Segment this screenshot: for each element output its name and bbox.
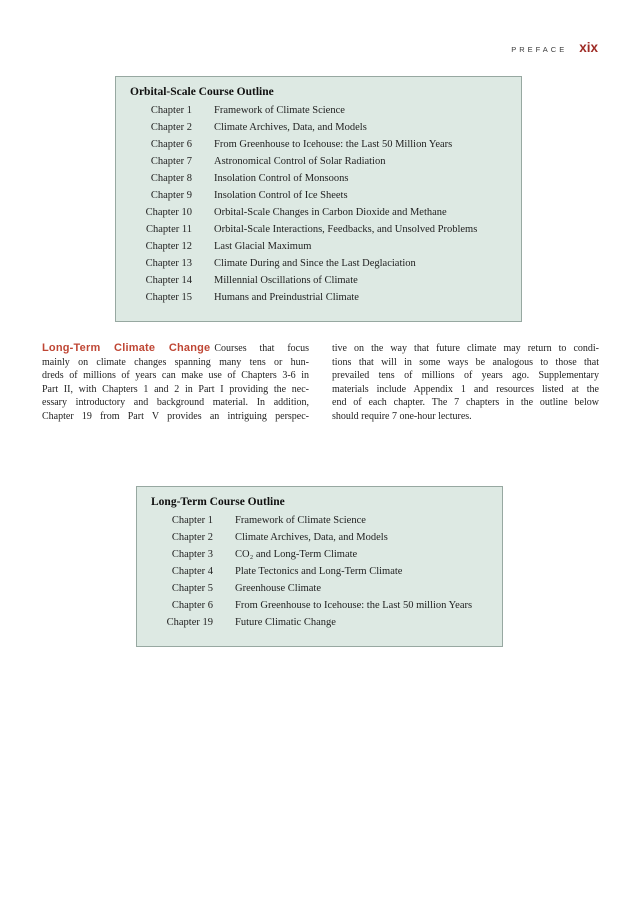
chapter-label: Chapter 2: [150, 122, 192, 133]
body-text-line: Part II, with Chapters 1 and 2 in Part I providing the nec-: [42, 383, 309, 395]
chapter-label: Chapter 12: [145, 241, 192, 252]
outline-row: [137, 600, 502, 617]
chapter-label: Chapter 6: [171, 600, 213, 611]
body-text-line: tions that will in some ways be analogous to those that: [332, 356, 599, 368]
longterm-outline-rows: [137, 515, 502, 634]
chapter-title: Last Glacial Maximum: [214, 241, 312, 252]
outline-row: [116, 241, 521, 258]
chapter-title: From Greenhouse to Icehouse: the Last 50 Million Years: [214, 139, 453, 150]
chapter-label: Chapter 10: [145, 207, 192, 218]
body-text-line: essary introductory and background material. In addition,: [42, 397, 309, 408]
body-text-line: end of each chapter. The 7 chapters in the outline below: [332, 397, 599, 408]
outline-row: [137, 617, 502, 634]
body-text-line: dreds of millions of years can make use of Chapters 3-6 in: [42, 370, 309, 381]
outline-row: [116, 258, 521, 275]
page-number: xix: [579, 40, 598, 55]
preface-label: PREFACE: [511, 45, 568, 54]
chapter-label: Chapter 2: [171, 532, 213, 543]
body-first-line: [42, 342, 309, 356]
chapter-title: Millennial Oscillations of Climate: [214, 275, 358, 286]
outline-row: [116, 190, 521, 207]
chapter-title: From Greenhouse to Icehouse: the Last 50 million Years: [235, 600, 473, 611]
body-text-line: mainly on climate changes spanning many tens or hun-: [42, 356, 309, 368]
chapter-label: Chapter 3: [171, 549, 213, 560]
chapter-label: Chapter 11: [146, 224, 192, 235]
outline-row: [116, 224, 521, 241]
chapter-title: Framework of Climate Science: [214, 105, 345, 116]
chapter-label: Chapter 4: [171, 566, 213, 577]
outline-row: [137, 583, 502, 600]
chapter-title: Framework of Climate Science: [235, 515, 366, 526]
running-header: [511, 40, 598, 55]
body-col2-lines: [332, 342, 599, 423]
body-section: [42, 342, 599, 423]
outline-row: [116, 105, 521, 122]
outline-row: [116, 275, 521, 292]
longterm-course-outline-box: [136, 486, 503, 647]
chapter-label: Chapter 9: [150, 190, 192, 201]
outline-row: [116, 139, 521, 156]
chapter-label: Chapter 6: [150, 139, 192, 150]
section-heading: Long-Term Climate Change: [42, 342, 211, 354]
outline-row: [116, 156, 521, 173]
outline-row: [116, 207, 521, 224]
longterm-outline-title: Long-Term Course Outline: [151, 496, 285, 508]
body-column-left: [42, 342, 309, 423]
outline-row: [116, 173, 521, 190]
chapter-label: Chapter 1: [150, 105, 192, 116]
chapter-title: Humans and Preindustrial Climate: [214, 292, 359, 303]
chapter-title: Plate Tectonics and Long-Term Climate: [235, 566, 403, 577]
chapter-title: Greenhouse Climate: [235, 583, 322, 594]
orbital-outline-title: Orbital-Scale Course Outline: [130, 86, 274, 98]
chapter-title: Climate Archives, Data, and Models: [235, 532, 388, 543]
body-text-line: prevailed tens of millions of years ago. Supplementary: [332, 370, 599, 381]
outline-row: [137, 532, 502, 549]
chapter-title: Orbital-Scale Changes in Carbon Dioxide and Methane: [214, 207, 447, 218]
chapter-label: Chapter 7: [150, 156, 192, 167]
chapter-title: Climate During and Since the Last Deglaciation: [214, 258, 416, 269]
body-first-line-text: Courses that focus: [214, 343, 309, 354]
body-text-line: materials include Appendix 1 and resources listed at the: [332, 383, 599, 395]
chapter-title: Insolation Control of Monsoons: [214, 173, 349, 184]
chapter-title: Future Climatic Change: [235, 617, 336, 628]
chapter-label: Chapter 14: [145, 275, 192, 286]
chapter-label: Chapter 5: [171, 583, 213, 594]
body-col1-lines: [42, 356, 309, 424]
body-text-line: tive on the way that future climate may return to condi-: [332, 343, 599, 354]
chapter-title: Astronomical Control of Solar Radiation: [214, 156, 386, 167]
outline-row: [137, 515, 502, 532]
chapter-label: Chapter 15: [145, 292, 192, 303]
chapter-title: Orbital-Scale Interactions, Feedbacks, and Unsolved Problems: [214, 224, 478, 235]
chapter-label: Chapter 8: [150, 173, 192, 184]
body-text-line: Chapter 19 from Part V provides an intriguing perspec-: [42, 410, 309, 422]
body-column-right: [332, 342, 599, 423]
chapter-title: Climate Archives, Data, and Models: [214, 122, 367, 133]
orbital-outline-rows: [116, 105, 521, 309]
chapter-label: Chapter 19: [166, 617, 213, 628]
outline-row: [116, 292, 521, 309]
chapter-label: Chapter 1: [171, 515, 213, 526]
chapter-title: Insolation Control of Ice Sheets: [214, 190, 348, 201]
orbital-course-outline-box: [115, 76, 522, 322]
chapter-title: CO₂ and Long-Term Climate: [235, 549, 358, 560]
outline-row: [116, 122, 521, 139]
outline-row: [137, 549, 502, 566]
body-text-line: should require 7 one-hour lectures.: [332, 410, 472, 422]
outline-row: [137, 566, 502, 583]
chapter-label: Chapter 13: [145, 258, 192, 269]
